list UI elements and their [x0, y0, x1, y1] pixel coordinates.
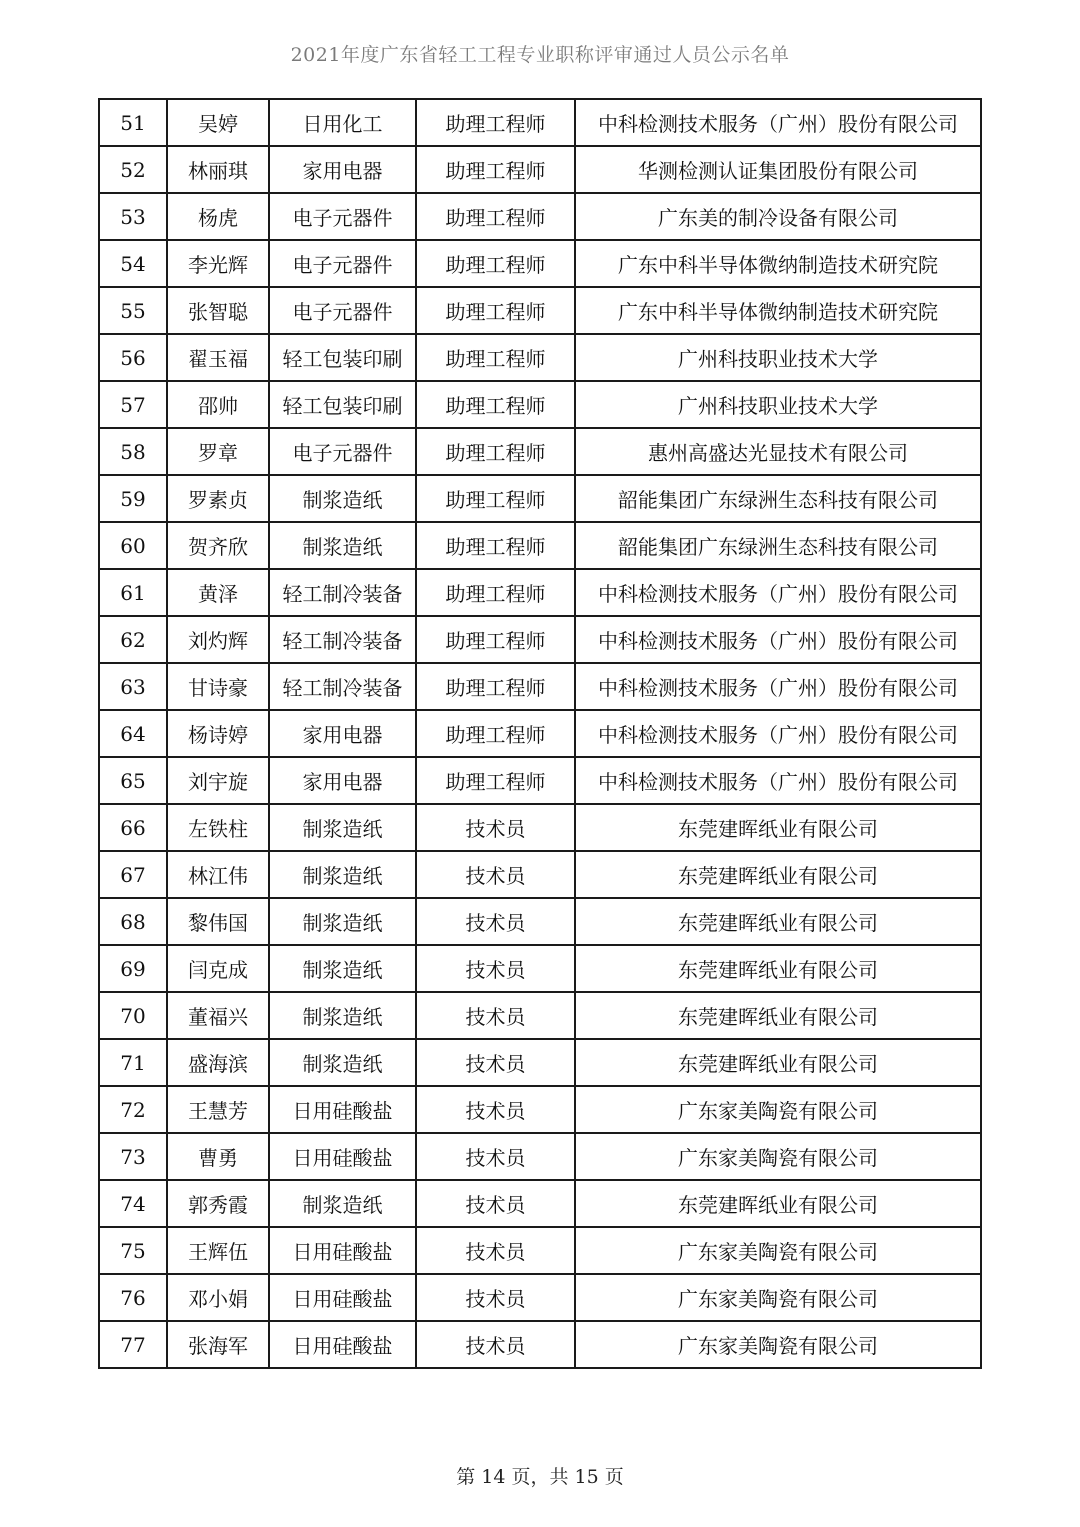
cell-organization: 广东家美陶瓷有限公司 [575, 1227, 981, 1274]
cell-number: 60 [99, 522, 167, 569]
cell-organization: 中科检测技术服务（广州）股份有限公司 [575, 616, 981, 663]
cell-specialty: 制浆造纸 [269, 522, 416, 569]
cell-title: 助理工程师 [416, 475, 575, 522]
cell-organization: 广东家美陶瓷有限公司 [575, 1274, 981, 1321]
cell-title: 技术员 [416, 1274, 575, 1321]
table-row [99, 1321, 981, 1368]
cell-number: 54 [99, 240, 167, 287]
cell-specialty: 家用电器 [269, 757, 416, 804]
cell-title: 助理工程师 [416, 522, 575, 569]
cell-name: 黎伟国 [167, 898, 269, 945]
cell-name: 邓小娟 [167, 1274, 269, 1321]
cell-organization: 广东中科半导体微纳制造技术研究院 [575, 240, 981, 287]
cell-name: 罗章 [167, 428, 269, 475]
cell-specialty: 日用硅酸盐 [269, 1086, 416, 1133]
cell-number: 61 [99, 569, 167, 616]
cell-organization: 东莞建晖纸业有限公司 [575, 804, 981, 851]
cell-title: 技术员 [416, 1321, 575, 1368]
cell-organization: 中科检测技术服务（广州）股份有限公司 [575, 757, 981, 804]
cell-title: 技术员 [416, 898, 575, 945]
cell-organization: 中科检测技术服务（广州）股份有限公司 [575, 569, 981, 616]
cell-number: 68 [99, 898, 167, 945]
cell-organization: 中科检测技术服务（广州）股份有限公司 [575, 99, 981, 146]
cell-organization: 广东家美陶瓷有限公司 [575, 1321, 981, 1368]
cell-number: 69 [99, 945, 167, 992]
cell-name: 罗素贞 [167, 475, 269, 522]
cell-organization: 韶能集团广东绿洲生态科技有限公司 [575, 475, 981, 522]
cell-organization: 惠州高盛达光显技术有限公司 [575, 428, 981, 475]
cell-title: 技术员 [416, 1133, 575, 1180]
cell-organization: 东莞建晖纸业有限公司 [575, 898, 981, 945]
cell-number: 73 [99, 1133, 167, 1180]
cell-specialty: 制浆造纸 [269, 1039, 416, 1086]
cell-title: 技术员 [416, 851, 575, 898]
cell-name: 曹勇 [167, 1133, 269, 1180]
cell-specialty: 制浆造纸 [269, 1180, 416, 1227]
table-row [99, 522, 981, 569]
cell-organization: 中科检测技术服务（广州）股份有限公司 [575, 663, 981, 710]
cell-title: 技术员 [416, 1039, 575, 1086]
cell-specialty: 电子元器件 [269, 240, 416, 287]
cell-number: 55 [99, 287, 167, 334]
cell-number: 76 [99, 1274, 167, 1321]
cell-name: 王慧芳 [167, 1086, 269, 1133]
cell-number: 63 [99, 663, 167, 710]
cell-title: 助理工程师 [416, 193, 575, 240]
cell-organization: 广东家美陶瓷有限公司 [575, 1133, 981, 1180]
cell-specialty: 轻工制冷装备 [269, 663, 416, 710]
cell-number: 64 [99, 710, 167, 757]
table-row [99, 381, 981, 428]
cell-name: 刘灼辉 [167, 616, 269, 663]
cell-organization: 广东美的制冷设备有限公司 [575, 193, 981, 240]
cell-number: 77 [99, 1321, 167, 1368]
cell-specialty: 日用硅酸盐 [269, 1321, 416, 1368]
cell-number: 66 [99, 804, 167, 851]
table-row [99, 287, 981, 334]
cell-organization: 东莞建晖纸业有限公司 [575, 945, 981, 992]
cell-specialty: 制浆造纸 [269, 898, 416, 945]
cell-number: 70 [99, 992, 167, 1039]
cell-name: 王辉伍 [167, 1227, 269, 1274]
cell-specialty: 轻工包装印刷 [269, 381, 416, 428]
table-row [99, 428, 981, 475]
cell-organization: 广东家美陶瓷有限公司 [575, 1086, 981, 1133]
cell-organization: 中科检测技术服务（广州）股份有限公司 [575, 710, 981, 757]
cell-name: 林江伟 [167, 851, 269, 898]
cell-title: 助理工程师 [416, 381, 575, 428]
cell-number: 52 [99, 146, 167, 193]
cell-number: 62 [99, 616, 167, 663]
cell-title: 技术员 [416, 1227, 575, 1274]
cell-organization: 广东中科半导体微纳制造技术研究院 [575, 287, 981, 334]
table-row [99, 945, 981, 992]
cell-title: 技术员 [416, 945, 575, 992]
table-row [99, 99, 981, 146]
cell-specialty: 制浆造纸 [269, 475, 416, 522]
table-row [99, 710, 981, 757]
cell-specialty: 轻工包装印刷 [269, 334, 416, 381]
table-row [99, 616, 981, 663]
cell-title: 助理工程师 [416, 663, 575, 710]
cell-specialty: 日用硅酸盐 [269, 1227, 416, 1274]
cell-specialty: 电子元器件 [269, 193, 416, 240]
cell-specialty: 电子元器件 [269, 428, 416, 475]
table-row [99, 663, 981, 710]
page-title: 2021年度广东省轻工工程专业职称评审通过人员公示名单 [290, 44, 790, 66]
cell-specialty: 制浆造纸 [269, 851, 416, 898]
cell-name: 甘诗豪 [167, 663, 269, 710]
cell-number: 56 [99, 334, 167, 381]
cell-number: 72 [99, 1086, 167, 1133]
cell-organization: 东莞建晖纸业有限公司 [575, 1039, 981, 1086]
cell-specialty: 轻工制冷装备 [269, 616, 416, 663]
cell-number: 74 [99, 1180, 167, 1227]
cell-organization: 广州科技职业技术大学 [575, 334, 981, 381]
cell-organization: 华测检测认证集团股份有限公司 [575, 146, 981, 193]
table-row [99, 1086, 981, 1133]
table-row [99, 1039, 981, 1086]
cell-number: 57 [99, 381, 167, 428]
table-row [99, 851, 981, 898]
table-row [99, 334, 981, 381]
cell-title: 助理工程师 [416, 99, 575, 146]
cell-name: 张智聪 [167, 287, 269, 334]
cell-title: 助理工程师 [416, 334, 575, 381]
cell-specialty: 家用电器 [269, 146, 416, 193]
cell-title: 助理工程师 [416, 616, 575, 663]
cell-number: 53 [99, 193, 167, 240]
cell-number: 59 [99, 475, 167, 522]
page-number: 第 14 页，共 15 页 [456, 1466, 624, 1488]
cell-title: 技术员 [416, 992, 575, 1039]
cell-specialty: 日用硅酸盐 [269, 1133, 416, 1180]
cell-title: 技术员 [416, 1086, 575, 1133]
cell-specialty: 制浆造纸 [269, 804, 416, 851]
cell-specialty: 制浆造纸 [269, 945, 416, 992]
cell-name: 左铁柱 [167, 804, 269, 851]
cell-specialty: 电子元器件 [269, 287, 416, 334]
cell-name: 张海军 [167, 1321, 269, 1368]
cell-name: 黄泽 [167, 569, 269, 616]
cell-organization: 广州科技职业技术大学 [575, 381, 981, 428]
cell-title: 助理工程师 [416, 287, 575, 334]
table-row [99, 757, 981, 804]
cell-name: 吴婷 [167, 99, 269, 146]
table-row [99, 804, 981, 851]
cell-name: 杨虎 [167, 193, 269, 240]
cell-organization: 东莞建晖纸业有限公司 [575, 992, 981, 1039]
cell-name: 盛海滨 [167, 1039, 269, 1086]
table-row [99, 193, 981, 240]
table-row [99, 475, 981, 522]
cell-organization: 东莞建晖纸业有限公司 [575, 851, 981, 898]
cell-name: 李光辉 [167, 240, 269, 287]
cell-title: 助理工程师 [416, 146, 575, 193]
cell-name: 贺齐欣 [167, 522, 269, 569]
cell-name: 林丽琪 [167, 146, 269, 193]
cell-specialty: 日用化工 [269, 99, 416, 146]
cell-title: 技术员 [416, 804, 575, 851]
table-row [99, 1227, 981, 1274]
cell-number: 51 [99, 99, 167, 146]
table-row [99, 1133, 981, 1180]
cell-organization: 韶能集团广东绿洲生态科技有限公司 [575, 522, 981, 569]
cell-specialty: 制浆造纸 [269, 992, 416, 1039]
cell-number: 65 [99, 757, 167, 804]
cell-specialty: 家用电器 [269, 710, 416, 757]
table-row [99, 898, 981, 945]
table-row [99, 1180, 981, 1227]
cell-name: 翟玉福 [167, 334, 269, 381]
cell-name: 刘宇旋 [167, 757, 269, 804]
cell-title: 助理工程师 [416, 240, 575, 287]
roster-table-body [99, 99, 981, 1368]
table-row [99, 240, 981, 287]
cell-title: 助理工程师 [416, 757, 575, 804]
table-row [99, 1274, 981, 1321]
cell-title: 技术员 [416, 1180, 575, 1227]
cell-name: 闫克成 [167, 945, 269, 992]
cell-name: 郭秀霞 [167, 1180, 269, 1227]
cell-title: 助理工程师 [416, 710, 575, 757]
cell-number: 67 [99, 851, 167, 898]
table-row [99, 992, 981, 1039]
cell-title: 助理工程师 [416, 428, 575, 475]
cell-specialty: 轻工制冷装备 [269, 569, 416, 616]
cell-name: 邵帅 [167, 381, 269, 428]
table-row [99, 146, 981, 193]
cell-name: 杨诗婷 [167, 710, 269, 757]
cell-number: 58 [99, 428, 167, 475]
cell-specialty: 日用硅酸盐 [269, 1274, 416, 1321]
table-row [99, 569, 981, 616]
cell-organization: 东莞建晖纸业有限公司 [575, 1180, 981, 1227]
cell-number: 71 [99, 1039, 167, 1086]
cell-title: 助理工程师 [416, 569, 575, 616]
cell-name: 董福兴 [167, 992, 269, 1039]
roster-table [98, 98, 982, 1369]
cell-number: 75 [99, 1227, 167, 1274]
